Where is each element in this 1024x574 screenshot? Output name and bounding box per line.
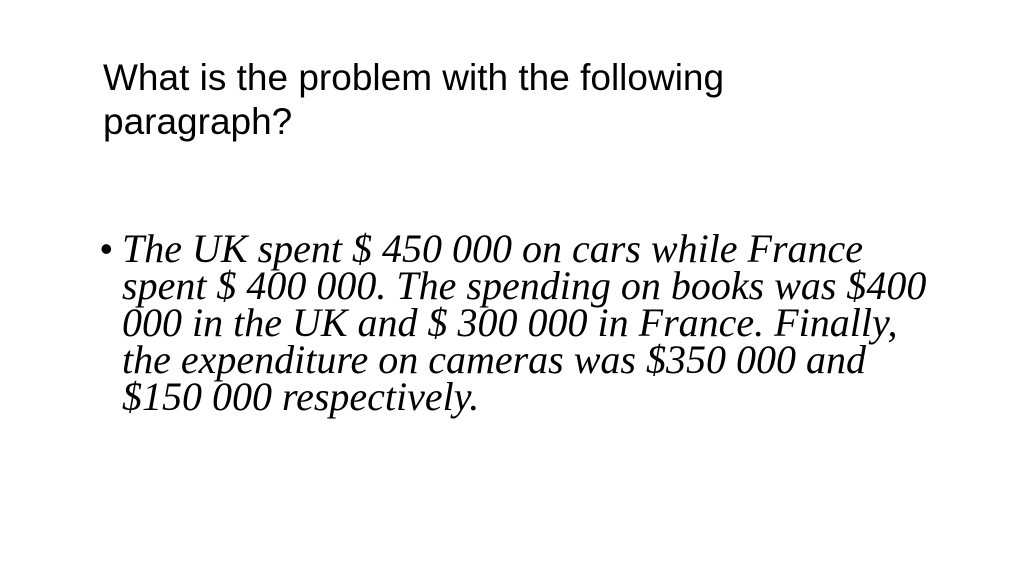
bullet-text: The UK spent $ 450 000 on cars while France spent $ 400 000. The spending on books was $400 000 in the UK and $ 300 000 in France. Finally, the expenditure on cameras was $350 000 and $150 000 respectively. xyxy=(122,226,927,419)
slide-title: What is the problem with the following paragraph? xyxy=(103,57,725,142)
bullet-item xyxy=(100,226,940,419)
bullet-list xyxy=(100,226,940,419)
bullet-marker: • xyxy=(100,228,113,269)
